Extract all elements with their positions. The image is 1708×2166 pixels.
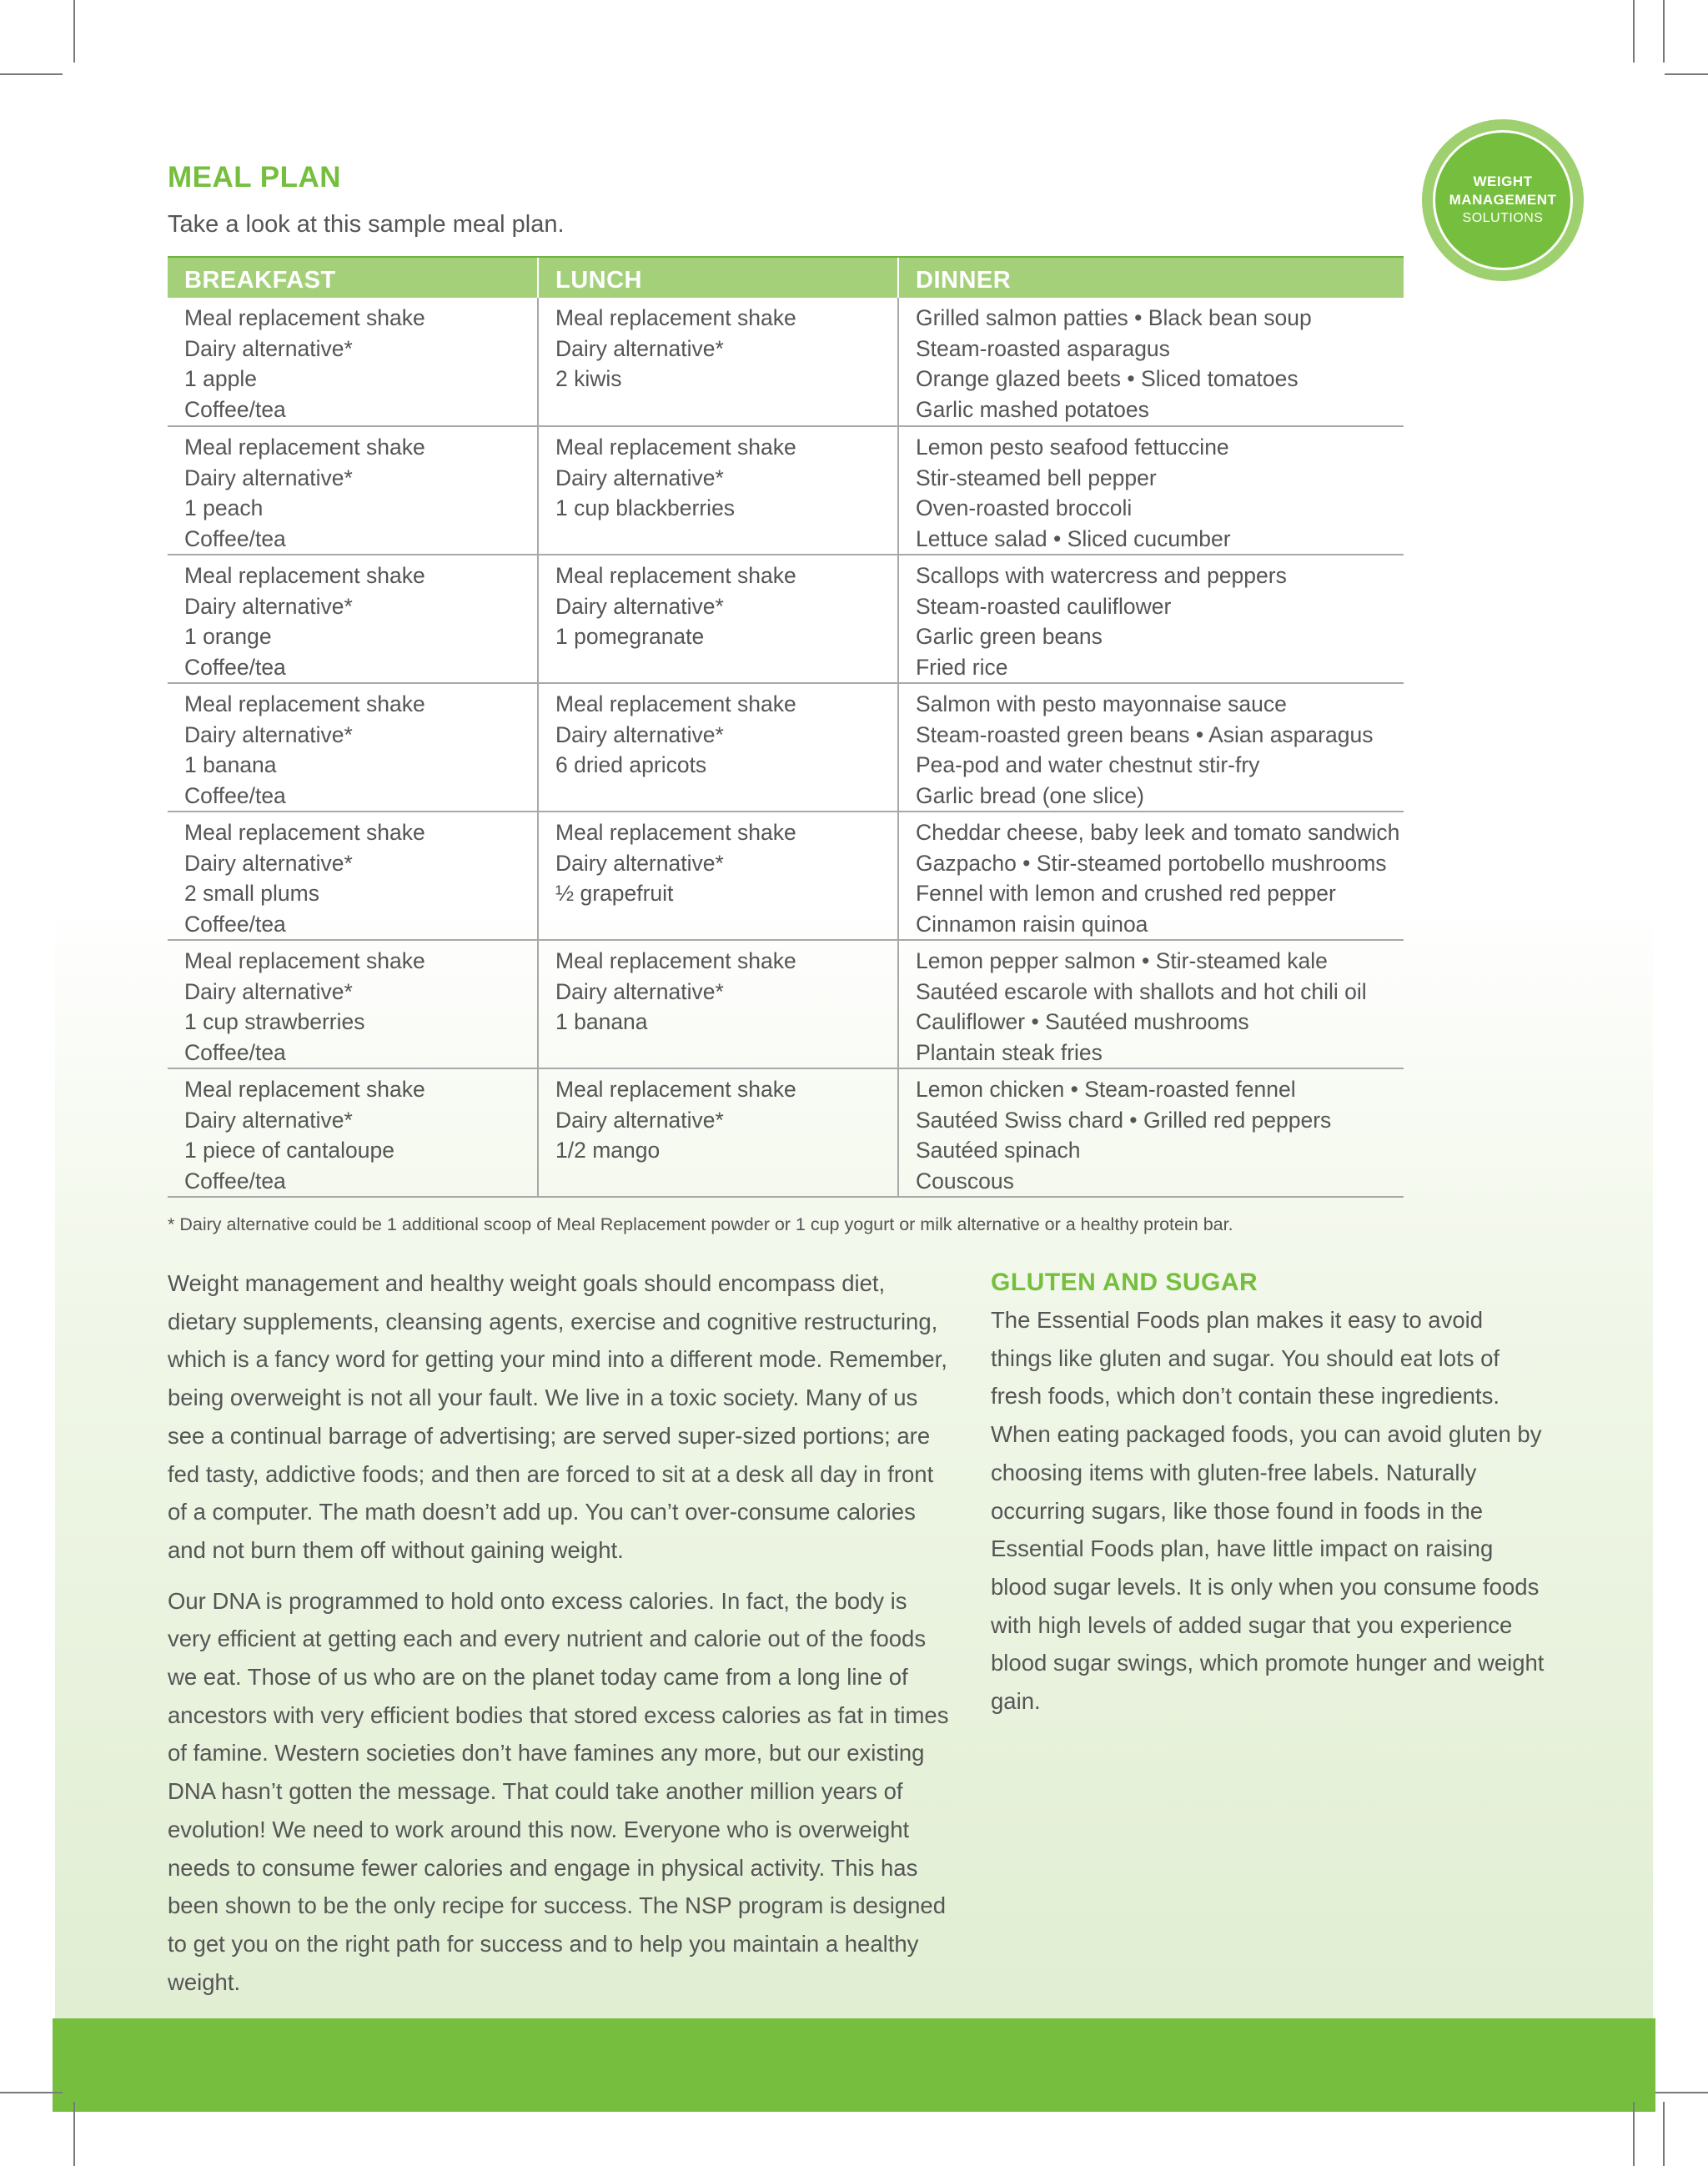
meal-cell-lunch: [538, 683, 898, 812]
table-row: [168, 812, 1404, 940]
meal-item: Plantain steak fries: [916, 1039, 1103, 1065]
table-row: [168, 298, 1404, 426]
meal-item: 1 banana: [555, 1009, 648, 1034]
meal-item: 1 piece of cantaloupe: [184, 1138, 394, 1163]
body-paragraph-2: Our DNA is programmed to hold onto excess calories. In fact, the body is very efficient at getting each and every nutrient and calorie out of the foods we eat. Those of us who are on the planet today came from a long line of ancestors with very efficient bodies that stored excess calories as fat in times of famine. Western societies don’t have famines any more, but our existing DNA hasn’t gotten the message. That could take another million years of evolution! We need to work around this now. Everyone who is overweight needs to consume fewer calories and engage in physical activity. This has been shown to be the only recipe for success. The NSP program is designed to get you on the right path for success and to help you maintain a healthy weight.: [168, 1587, 949, 1995]
meal-item: Coffee/tea: [184, 1168, 286, 1194]
meal-item: Coffee/tea: [184, 911, 286, 937]
meal-item: Meal replacement shake: [184, 563, 425, 588]
meal-item: Coffee/tea: [184, 525, 286, 551]
meal-item: Dairy alternative*: [184, 850, 353, 876]
meal-item: Dairy alternative*: [555, 465, 724, 490]
header-dinner: DINNER: [898, 257, 1404, 298]
section-badge: [1433, 130, 1573, 270]
badge-line-2: MANAGEMENT: [1449, 192, 1557, 208]
meal-item: Coffee/tea: [184, 654, 286, 680]
badge-line-3: SOLUTIONS: [1462, 211, 1544, 225]
meal-item: Dairy alternative*: [555, 978, 724, 1004]
meal-item: Pea-pod and water chestnut stir-fry: [916, 752, 1260, 777]
meal-item: 1 peach: [184, 495, 264, 520]
crop-mark: [1633, 2102, 1635, 2166]
table-row: [168, 683, 1404, 812]
badge-line-1: WEIGHT: [1473, 173, 1533, 189]
crop-mark: [1655, 2092, 1708, 2093]
meal-item: 1 pomegranate: [555, 624, 705, 649]
meal-cell-lunch: [538, 1068, 898, 1197]
crop-mark: [1633, 0, 1635, 63]
footer-band: [53, 2018, 1655, 2112]
meal-item: Meal replacement shake: [555, 563, 796, 588]
meal-item: Meal replacement shake: [184, 948, 425, 973]
meal-cell-breakfast: [168, 812, 538, 940]
meal-cell-dinner: [898, 683, 1404, 812]
meal-item: Scallops with watercress and peppers: [916, 563, 1287, 588]
meal-item: Sautéed escarole with shallots and hot chili oil: [916, 978, 1367, 1004]
meal-item: 1 banana: [184, 752, 277, 777]
meal-item: Garlic bread (one slice): [916, 782, 1144, 808]
meal-item: Steam-roasted green beans • Asian asparagus: [916, 721, 1374, 747]
meal-item: Oven-roasted broccoli: [916, 495, 1133, 520]
meal-item: Meal replacement shake: [184, 435, 425, 460]
table-header-row: [168, 257, 1404, 298]
meal-item: Dairy alternative*: [555, 721, 724, 747]
meal-item: Fried rice: [916, 654, 1008, 680]
meal-item: 2 small plums: [184, 881, 319, 906]
crop-mark: [0, 73, 63, 75]
meal-cell-lunch: [538, 298, 898, 426]
meal-item: 6 dried apricots: [555, 752, 707, 777]
crop-mark: [73, 2102, 75, 2166]
meal-item: Orange glazed beets • Sliced tomatoes: [916, 366, 1299, 391]
meal-item: Couscous: [916, 1168, 1014, 1194]
main-text-column: [168, 1264, 956, 2013]
meal-item: 1 orange: [184, 624, 272, 649]
meal-item: Dairy alternative*: [184, 721, 353, 747]
meal-cell-breakfast: [168, 683, 538, 812]
crop-mark: [1665, 73, 1708, 75]
meal-item: Meal replacement shake: [184, 305, 425, 330]
meal-cell-breakfast: [168, 298, 538, 426]
meal-item: Steam-roasted cauliflower: [916, 593, 1172, 619]
table-row: [168, 1068, 1404, 1197]
header-lunch: LUNCH: [538, 257, 898, 298]
meal-item: Meal replacement shake: [184, 1077, 425, 1102]
meal-plan-table: [168, 256, 1404, 1198]
crop-mark: [0, 2092, 63, 2093]
meal-cell-lunch: [538, 555, 898, 683]
meal-item: Meal replacement shake: [555, 691, 796, 716]
table-row: [168, 426, 1404, 555]
meal-cell-dinner: [898, 1068, 1404, 1197]
meal-cell-breakfast: [168, 555, 538, 683]
meal-cell-breakfast: [168, 940, 538, 1068]
meal-item: ½ grapefruit: [555, 881, 674, 906]
meal-item: Garlic mashed potatoes: [916, 396, 1149, 422]
meal-item: Salmon with pesto mayonnaise sauce: [916, 691, 1287, 716]
meal-item: Dairy alternative*: [184, 1107, 353, 1133]
meal-item: Dairy alternative*: [555, 593, 724, 619]
meal-item: Cauliflower • Sautéed mushrooms: [916, 1009, 1249, 1034]
crop-mark: [73, 0, 75, 63]
table-row: [168, 940, 1404, 1068]
header-breakfast: BREAKFAST: [168, 257, 538, 298]
meal-item: Dairy alternative*: [555, 335, 724, 361]
meal-item: Fennel with lemon and crushed red pepper: [916, 881, 1336, 906]
meal-item: Cinnamon raisin quinoa: [916, 911, 1148, 937]
meal-cell-dinner: [898, 426, 1404, 555]
meal-cell-lunch: [538, 940, 898, 1068]
table-row: [168, 555, 1404, 683]
crop-mark: [1663, 0, 1665, 63]
meal-cell-lunch: [538, 426, 898, 555]
table-footnote: * Dairy alternative could be 1 additional scoop of Meal Replacement powder or 1 cup yogurt or milk alternative or a healthy protein bar.: [168, 1214, 1233, 1234]
meal-item: Grilled salmon patties • Black bean soup: [916, 305, 1312, 330]
meal-cell-breakfast: [168, 1068, 538, 1197]
meal-item: Coffee/tea: [184, 396, 286, 422]
sidebar-heading: GLUTEN AND SUGAR: [991, 1269, 1258, 1296]
meal-item: Meal replacement shake: [555, 948, 796, 973]
meal-item: Lemon pepper salmon • Stir-steamed kale: [916, 948, 1328, 973]
meal-item: Meal replacement shake: [184, 820, 425, 845]
sidebar-column: [991, 1266, 1550, 1721]
meal-item: Sautéed spinach: [916, 1138, 1081, 1163]
body-paragraph-1: Weight management and healthy weight goals should encompass diet, dietary supplements, cleansing agents, exercise and cognitive restructuring, which is a fancy word for getting your mind into a different mode. Remember, being overweight is not all your fault. We live in a toxic society. Many of us see a continual barrage of advertising; are served super-sized portions; are fed tasty, addictive foods; and then are forced to sit at a desk all day in front of a computer. The math doesn’t add up. You can’t over-consume calories and not burn them off without gaining weight.: [168, 1270, 947, 1563]
crop-mark: [1663, 2102, 1665, 2166]
meal-item: Dairy alternative*: [555, 850, 724, 876]
meal-item: 1 apple: [184, 366, 257, 391]
meal-item: Lettuce salad • Sliced cucumber: [916, 525, 1231, 551]
meal-item: 1/2 mango: [555, 1138, 661, 1163]
meal-item: Steam-roasted asparagus: [916, 335, 1170, 361]
meal-item: Dairy alternative*: [184, 978, 353, 1004]
page-subtitle: Take a look at this sample meal plan.: [168, 211, 565, 238]
meal-item: Meal replacement shake: [184, 691, 425, 716]
meal-item: Cheddar cheese, baby leek and tomato sandwich: [916, 820, 1400, 845]
meal-item: Dairy alternative*: [184, 465, 353, 490]
meal-item: Meal replacement shake: [555, 305, 796, 330]
meal-cell-dinner: [898, 555, 1404, 683]
meal-item: Lemon chicken • Steam-roasted fennel: [916, 1077, 1296, 1102]
meal-item: 1 cup strawberries: [184, 1009, 365, 1034]
meal-item: Dairy alternative*: [184, 335, 353, 361]
meal-cell-dinner: [898, 298, 1404, 426]
meal-item: Coffee/tea: [184, 782, 286, 808]
meal-cell-lunch: [538, 812, 898, 940]
meal-item: Dairy alternative*: [184, 593, 353, 619]
meal-item: Dairy alternative*: [555, 1107, 724, 1133]
meal-item: Stir-steamed bell pepper: [916, 465, 1157, 490]
meal-item: 2 kiwis: [555, 366, 622, 391]
sidebar-text: The Essential Foods plan makes it easy to avoid things like gluten and sugar. You should eat lots of fresh foods, which don’t contain these ingredients. When eating packaged foods, you can avoid gluten by choosing items with gluten-free labels. Naturally occurring sugars, like those found in foods in the Essential Foods plan, have little impact on raising blood sugar levels. It is only when you consume foods with high levels of added sugar that you experience blood sugar swings, which promote hunger and weight gain.: [991, 1307, 1545, 1715]
page-title: MEAL PLAN: [168, 161, 342, 193]
meal-item: Gazpacho • Stir-steamed portobello mushrooms: [916, 850, 1387, 876]
meal-cell-dinner: [898, 940, 1404, 1068]
meal-item: Lemon pesto seafood fettuccine: [916, 435, 1229, 460]
meal-item: 1 cup blackberries: [555, 495, 736, 520]
meal-cell-breakfast: [168, 426, 538, 555]
meal-item: Meal replacement shake: [555, 435, 796, 460]
meal-item: Meal replacement shake: [555, 1077, 796, 1102]
meal-item: Meal replacement shake: [555, 820, 796, 845]
meal-item: Coffee/tea: [184, 1039, 286, 1065]
meal-item: Garlic green beans: [916, 624, 1103, 649]
meal-cell-dinner: [898, 812, 1404, 940]
meal-item: Sautéed Swiss chard • Grilled red peppers: [916, 1107, 1332, 1133]
